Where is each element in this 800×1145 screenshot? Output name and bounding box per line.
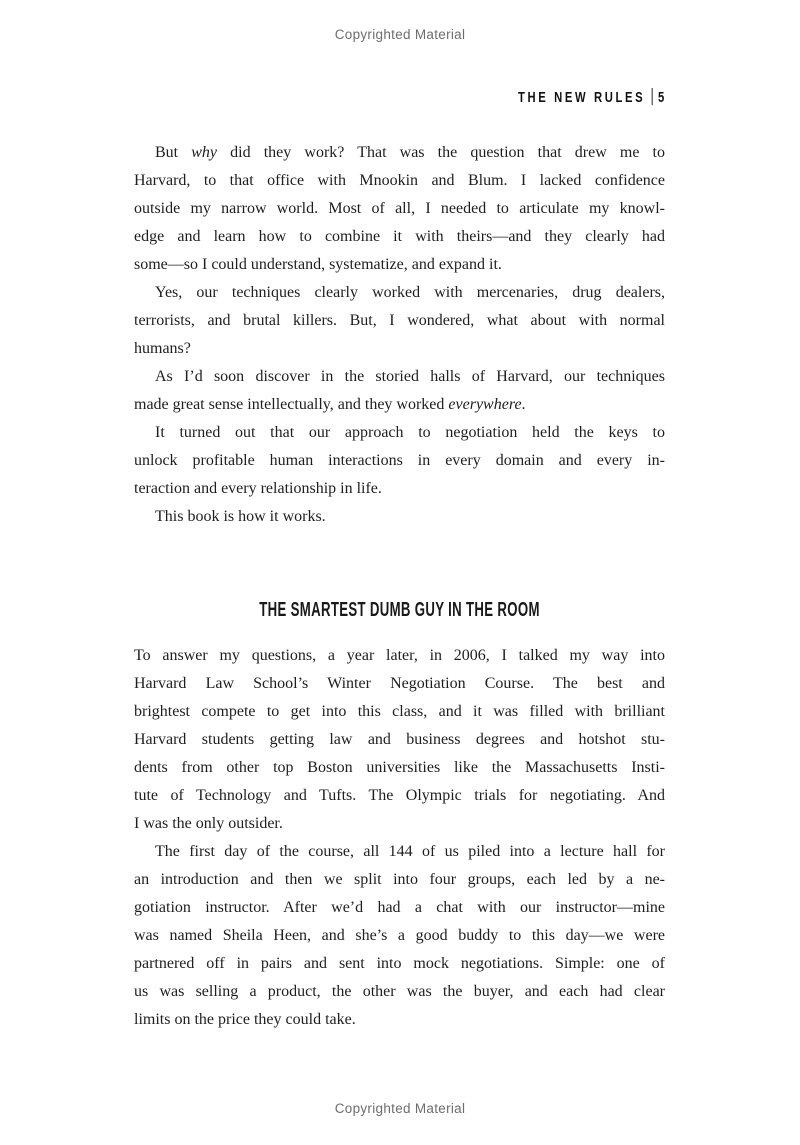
text-line: some—so I could understand, systematize, and expand it. [134,256,502,273]
page-number: 5 [657,89,665,106]
text-line: made great sense intellectually, and they worked everywhere. [134,396,526,413]
text-line: Harvard students getting law and business degrees and hotshot stu- [134,731,665,748]
text-line: partnered off in pairs and sent into mock negotiations. Simple: one of [134,955,665,972]
paragraph [134,419,665,503]
paragraph [134,279,665,363]
text-line: gotiation instructor. After we’d had a chat with our instructor—mine [134,899,665,916]
text-section [134,139,665,531]
running-header [518,88,665,106]
header-divider [651,88,653,105]
paragraph [134,503,665,531]
copyright-notice-bottom: Copyrighted Material [334,1101,466,1116]
text-line: edge and learn how to combine it with theirs—and they clearly had [134,228,665,245]
text-line: tute of Technology and Tufts. The Olympic trials for negotiating. And [134,787,665,804]
text-line: As I’d soon discover in the storied halls of Harvard, our techniques [155,368,665,385]
copyright-notice-top: Copyrighted Material [334,27,466,42]
text-line: It turned out that our approach to negotiation held the keys to [155,424,665,441]
section-heading [134,597,665,623]
text-line: us was selling a product, the other was the buyer, and each had clear [134,983,665,1000]
paragraph [134,642,665,838]
text-line: Harvard Law School’s Winter Negotiation Course. The best and [134,675,665,692]
text-line: dents from other top Boston universities like the Massachusetts Insti- [134,759,665,776]
text-line: an introduction and then we split into four groups, each led by a ne- [134,871,665,888]
paragraph [134,838,665,1034]
paragraph [134,363,665,419]
section-heading-text: THE SMARTEST DUMB GUY IN THE ROOM [259,599,540,621]
text-line: teraction and every relationship in life. [134,480,382,497]
text-line: The first day of the course, all 144 of us piled into a lecture hall for [155,843,665,860]
chapter-title: THE NEW RULES [517,89,646,106]
text-line: To answer my questions, a year later, in 2006, I talked my way into [134,647,665,664]
text-line: outside my narrow world. Most of all, I needed to articulate my knowl- [134,200,665,217]
text-line: was named Sheila Heen, and she’s a good buddy to this day—we were [134,927,665,944]
text-line: brightest compete to get into this class, and it was filled with brilliant [134,703,665,720]
text-line: limits on the price they could take. [134,1011,356,1028]
text-line: But why did they work? That was the question that drew me to [155,144,665,161]
text-line: humans? [134,340,191,357]
text-section [134,642,665,1034]
text-line: Harvard, to that office with Mnookin and Blum. I lacked confidence [134,172,665,189]
body-text [134,139,665,1034]
text-line: unlock profitable human interactions in every domain and every in- [134,452,665,469]
text-line: terrorists, and brutal killers. But, I wondered, what about with normal [134,312,665,329]
text-line: Yes, our techniques clearly worked with mercenaries, drug dealers, [155,284,665,301]
text-line: This book is how it works. [155,508,326,525]
text-line: I was the only outsider. [134,815,283,832]
paragraph [134,139,665,279]
